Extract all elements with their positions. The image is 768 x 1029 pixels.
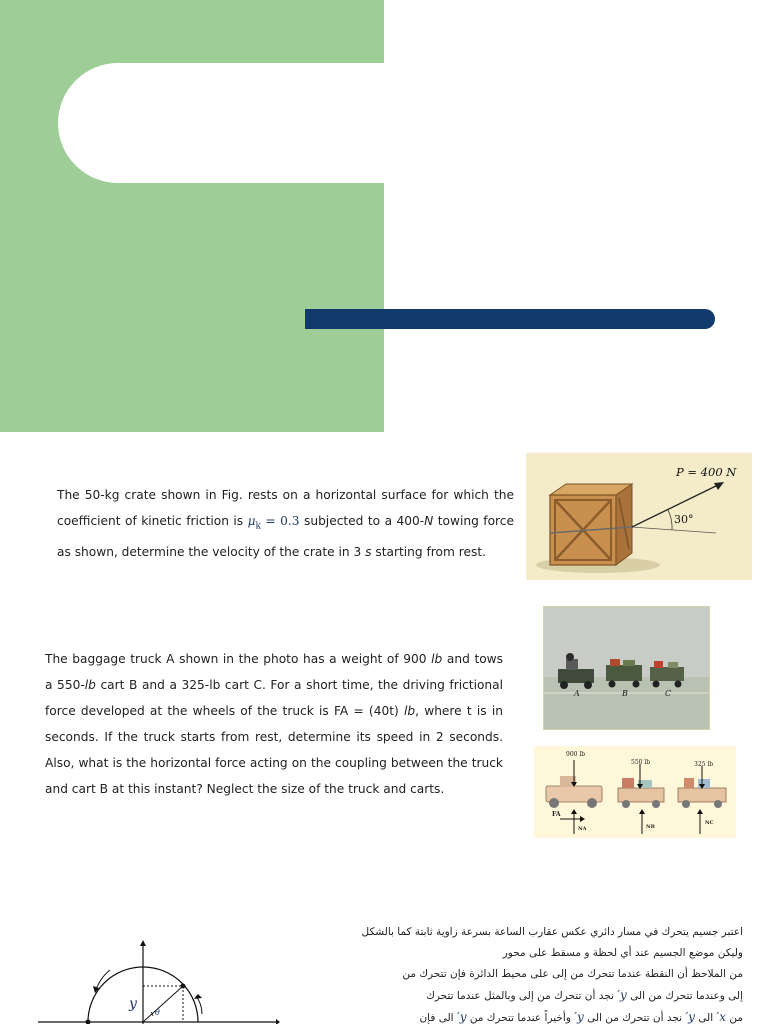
baggage-truck-photo xyxy=(543,606,710,730)
label-c: C xyxy=(665,689,672,698)
nc-label: NC xyxy=(705,820,714,826)
arabic-line-5: من x′ الى y′ نجد أن تتحرك من الى y′ وأخيراً عندما تتحرك من y′ الى فإن xyxy=(419,1010,743,1024)
theta-label: θ xyxy=(155,1008,160,1017)
problem-2-text: The baggage truck A shown in the photo has a weight of 900 lb and tows a 550-lb cart B and a 325-lb cart C. For a short time, the driving frictional force developed at the wheels of the truck is FA = (40t) lb, where t is in seconds. If the truck starts from rest, determine its speed in 2 seconds. Also, what is the horizontal force acting on the coupling between the truck and cart B at this instant? Neglect the size of the truck and carts. xyxy=(45,652,503,796)
arabic-line-2: وليكن موضع الجسيم عند أي لحظة و مسقط على محور xyxy=(502,947,743,959)
angle-label: 30° xyxy=(674,513,694,526)
label-b: B xyxy=(622,689,628,698)
y-axis-label: y xyxy=(129,996,137,1012)
weight-a-label: 900 lb xyxy=(566,751,586,758)
force-label: P = 400 N xyxy=(676,465,737,479)
arabic-paragraph xyxy=(323,922,743,1029)
arabic-line-1: اعتبر جسيم يتحرك في مسار دائري عكس عقارب الساعة بسرعة زاوية ثابتة كما بالشكل xyxy=(361,926,743,938)
title-accent-bar xyxy=(305,309,715,329)
free-body-diagram xyxy=(534,746,736,838)
arabic-line-4: إلى وعندما تتحرك من الى y′ نجد أن تتحرك من إلى وبالمثل عندما تتحرك xyxy=(426,988,743,1002)
circular-motion-diagram xyxy=(30,938,280,1024)
fa-label: FA xyxy=(552,811,561,818)
weight-b-label: 550 lb xyxy=(631,759,651,766)
na-label: NA xyxy=(578,826,587,832)
problem-1-text: The 50-kg crate shown in Fig. rests on a horizontal surface for which the coefficient of kinetic friction is $\mu_k = 0.3$ subjected to a 400-N towing force as shown, determine the velocity of the crate in 3 s starting from rest. xyxy=(57,488,514,560)
title-white-shape xyxy=(58,63,384,183)
label-a: A xyxy=(574,689,580,698)
weight-c-label: 325 lb xyxy=(694,761,714,768)
crate-figure xyxy=(526,453,752,580)
arabic-line-3: من الملاحظ أن النقطة عندما تتحرك من إلى على محيط الدائرة فإن تتحرك من xyxy=(402,968,743,980)
nb-label: NB xyxy=(646,824,655,830)
